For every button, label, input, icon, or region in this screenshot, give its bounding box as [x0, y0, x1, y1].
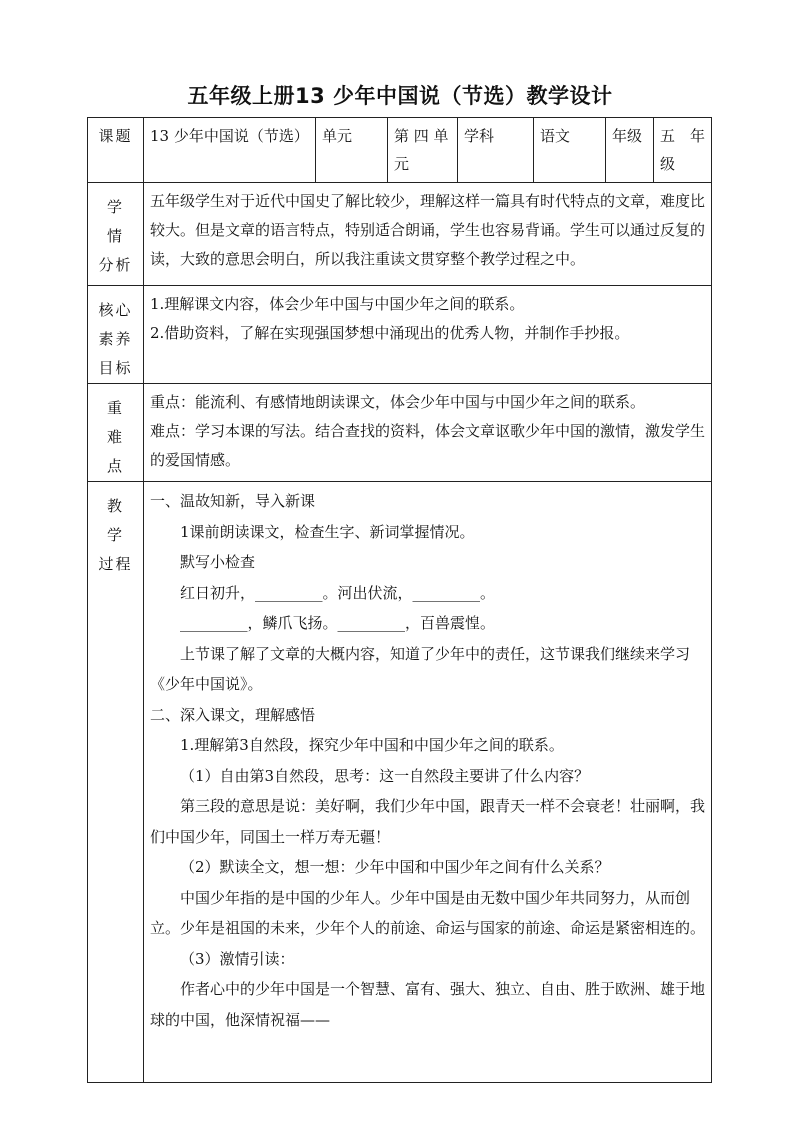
header-grade-line1: 五 年: [660, 127, 706, 145]
label-line: 重 难: [106, 399, 124, 446]
label-teaching-process: [88, 482, 144, 1083]
label-student-analysis: [88, 183, 144, 286]
lesson-plan-table: [87, 117, 712, 1083]
teaching-process-text: [144, 482, 712, 1083]
header-unit-value: [388, 118, 458, 183]
process-line: 上节课了解了文章的大概内容，知道了少年中的责任，这节课我们继续来学习《少年中国说》。: [150, 644, 691, 693]
process-line: 中国少年指的是中国的少年人。少年中国是由无数中国少年共同努力，从而创立。少年是祖国的未来，少年个人的前途、命运与国家的前途、命运是紧密相连的。: [150, 888, 706, 937]
process-line: 第三段的意思是说：美好啊，我们少年中国，跟青天一样不会衰老！壮丽啊，我们中国少年，同国土一样万寿无疆！: [150, 797, 706, 846]
label-line: 分析: [98, 256, 133, 274]
goal-item: 2.借助资料，了解在实现强国梦想中涌现出的优秀人物，并制作手抄报。: [150, 324, 630, 342]
process-line: （2）默读全文，想一想：少年中国和中国少年之间有什么关系？: [180, 858, 610, 876]
label-core-goals: [88, 286, 144, 384]
difficult-point: 难点：学习本课的写法。结合查找的资料，体会文章讴歌少年中国的激情，激发学生的爱国情感。: [150, 422, 706, 469]
row-teaching-process: [88, 482, 712, 1083]
header-unit-line2: 元: [394, 155, 410, 173]
label-key-difficult: [88, 384, 144, 482]
label-line: 过程: [98, 555, 133, 573]
label-line: 点: [106, 457, 124, 475]
student-analysis-text: [144, 183, 712, 286]
header-subject-value: 语文: [534, 118, 606, 183]
label-line: 目标: [98, 359, 133, 377]
paragraph: 五年级学生对于近代中国史了解比较少，理解这样一篇具有时代特点的文章，难度比较大。但是文章的语言特点，特别适合朗诵，学生也容易背诵。学生可以通过反复的读，大致的意思会明白，所以我注重读文贯穿整个教学过程之中。: [150, 192, 706, 268]
header-label-grade: 年级: [606, 118, 654, 183]
header-row: [88, 118, 712, 183]
row-key-difficult: [88, 384, 712, 482]
goal-item: 1.理解课文内容，体会少年中国与中国少年之间的联系。: [150, 295, 525, 313]
process-line: 1.理解第3自然段，探究少年中国和中国少年之间的联系。: [180, 736, 564, 754]
key-difficult-text: [144, 384, 712, 482]
process-line: （1）自由第3自然段，思考：这一自然段主要讲了什么内容？: [180, 766, 590, 785]
label-line: 学 情: [106, 198, 124, 245]
label-line: 核心: [98, 301, 133, 319]
process-line: 红日初升，_________。河出伏流，_________。: [180, 583, 496, 602]
core-goals-text: [144, 286, 712, 384]
row-student-analysis: [88, 183, 712, 286]
process-line: 1课前朗读课文，检查生字、新词掌握情况。: [180, 522, 475, 541]
header-topic-value: 13 少年中国说（节选）: [144, 118, 316, 183]
key-point: 重点：能流利、有感情地朗读课文，体会少年中国与中国少年之间的联系。: [150, 393, 646, 411]
header-grade-line2: 级: [660, 155, 676, 173]
process-line: 二、深入课文，理解感悟: [150, 705, 316, 724]
process-line: 一、温故知新，导入新课: [150, 492, 316, 510]
header-grade-value: [654, 118, 712, 183]
process-line: 作者心中的少年中国是一个智慧、富有、强大、独立、自由、胜于欧洲、雄于地球的中国，他深情祝福——: [150, 980, 706, 1029]
header-label-topic: 课题: [88, 118, 144, 183]
row-core-goals: [88, 286, 712, 384]
header-label-subject: 学科: [458, 118, 534, 183]
document-title: 五年级上册13 少年中国说（节选）教学设计: [187, 84, 613, 108]
header-label-unit: 单元: [316, 118, 388, 183]
header-unit-line1: 第 四 单: [394, 127, 449, 145]
process-line: 默写小检查: [180, 553, 256, 571]
process-line: _________，鳞爪飞扬。_________，百兽震惶。: [180, 614, 496, 632]
process-line: （3）激情引读：: [180, 949, 295, 968]
label-line: 教 学: [106, 497, 124, 544]
label-line: 素养: [98, 330, 133, 348]
